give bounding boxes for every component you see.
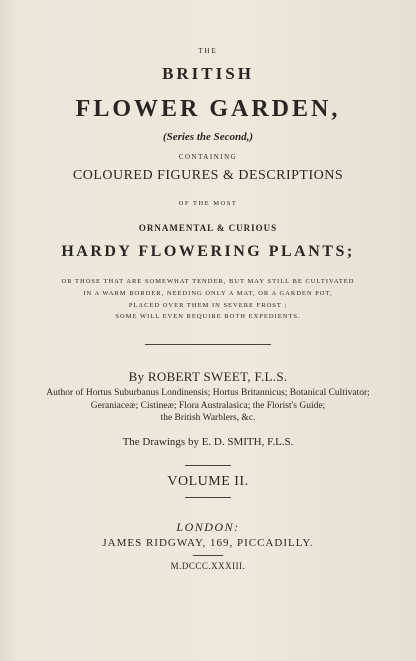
divider-rule: [145, 344, 271, 345]
description-line: PLACED OVER THEM IN SEVERE FROST ;: [128, 302, 288, 309]
title-line-2: FLOWER GARDEN,: [75, 96, 341, 122]
author-credits-line: Geraniaceæ; Cistineæ; Flora Australasica; the Florist's Guide;: [90, 401, 326, 411]
description-line: OR THOSE THAT ARE SOMEWHAT TENDER, BUT MAY STILL BE CULTIVATED: [61, 278, 355, 285]
publisher-line: JAMES RIDGWAY, 169, PICCADILLY.: [102, 537, 314, 549]
divider-rule: [185, 465, 231, 466]
title-line-1: BRITISH: [162, 64, 254, 83]
containing-label: CONTAINING: [178, 153, 238, 161]
drawings-credit: The Drawings by E. D. SMITH, F.L.S.: [122, 436, 294, 448]
volume-label: VOLUME II.: [167, 474, 249, 489]
author-credits-line: the British Warblers, &c.: [160, 413, 256, 423]
ornamental-line: ORNAMENTAL & CURIOUS: [138, 223, 278, 233]
series-note: (Series the Second,): [162, 131, 254, 143]
publication-date: M.DCCC.XXXIII.: [170, 561, 246, 571]
author-line: By ROBERT SWEET, F.L.S.: [128, 369, 288, 384]
place-of-publication: LONDON:: [176, 520, 240, 534]
of-the-most-label: OF THE MOST: [178, 200, 238, 207]
coloured-figures-line: COLOURED FIGURES & DESCRIPTIONS: [72, 168, 344, 183]
hardy-plants-line: HARDY FLOWERING PLANTS;: [61, 243, 355, 260]
divider-rule: [193, 555, 223, 556]
description-line: SOME WILL EVEN REQUIRE BOTH EXPEDIENTS.: [115, 313, 301, 320]
author-credits-line: Author of Hortus Suburbanus Londinensis; Hortus Britannicus; Botanical Cultivator;: [46, 388, 370, 398]
description-line: IN A WARM BORDER, NEEDING ONLY A MAT, OR A GARDEN POT,: [83, 290, 333, 297]
divider-rule: [185, 497, 231, 498]
article-the: THE: [198, 47, 218, 55]
